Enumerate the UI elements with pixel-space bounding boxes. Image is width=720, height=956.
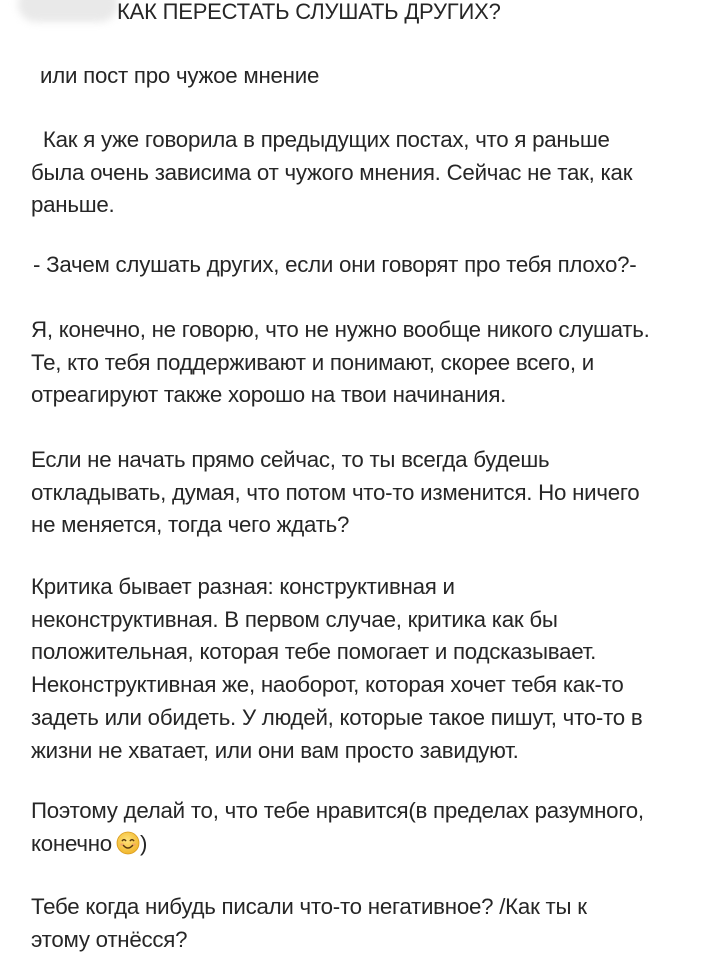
closing-line-1: Поэтому делай то, что тебе нравится(в пределах разумного, (31, 798, 644, 823)
paragraph-criticism: Критика бывает разная: конструктивная и неконструктивная. В первом случае, критика как бы положительная, которая тебе помогает и подсказывает. Неконструктивная же, наоборот, которая хочет тебя как-то задеть или обидеть. У людей, которые такое пишут, что-то в жизни не хватает, или они вам просто завидуют. (31, 574, 643, 763)
post-subtitle: или пост про чужое мнение (40, 63, 320, 88)
post-title: КАК ПЕРЕСТАТЬ СЛУШАТЬ ДРУГИХ? (117, 0, 501, 24)
paragraph-closing (31, 795, 696, 860)
title-row (0, 0, 720, 28)
paragraph-start-now: Если не начать прямо сейчас, то ты всегда будешь откладывать, думая, что потом что-то изменится. Но ничего не меняется, тогда чего ждать? (31, 447, 640, 538)
closing-line-2-start: конечно (31, 830, 112, 856)
paragraph-question: Тебе когда нибудь писали что-то негативное? /Как ты к этому отнёсся? (31, 894, 587, 952)
blurred-redaction (18, 0, 118, 22)
paragraph-question-quote: - Зачем слушать других, если они говорят про тебя плохо?- (33, 252, 637, 277)
paragraph-intro: Как я уже говорила в предыдущих постах, что я раньше была очень зависима от чужого мнения. Сейчас не так, как раньше. (31, 127, 633, 218)
paragraph-support: Я, конечно, не говорю, что не нужно вообще никого слушать. Те, кто тебя поддерживают и понимают, скорее всего, и отреагируют также хорошо на твои начинания. (31, 317, 650, 408)
closing-line-2-end: ) (139, 830, 148, 856)
smiling-face-icon (116, 831, 140, 855)
